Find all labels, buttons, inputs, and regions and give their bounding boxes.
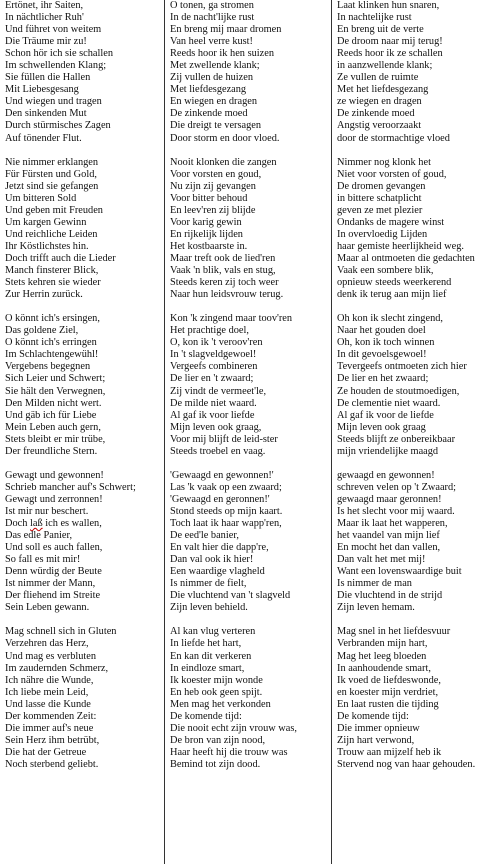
verse-line: Mit Liebesgesang: [5, 84, 79, 96]
verse-line: Um bitteren Sold: [5, 192, 77, 204]
verse-line: Die vluchtend van 't slagveld: [170, 590, 291, 602]
verse-line: Gewagt und gewonnen!: [5, 469, 104, 481]
verse-line: De komende tijd:: [337, 710, 409, 722]
verse-line: Reeds hoor ik ze schallen: [337, 48, 443, 60]
verse-line: Mag snel in het liefdesvuur: [337, 626, 451, 638]
verse-line: Is nimmer de man: [337, 578, 412, 590]
verse-line: Mag schnell sich in Gluten: [5, 626, 117, 638]
verse-line: Denn würdig der Beute: [5, 566, 102, 578]
verse-line: Voor mij blijft de leid-ster: [170, 433, 278, 445]
verse-line: De milde niet waard.: [170, 397, 257, 409]
stanza: [5, 626, 164, 771]
verse-line: Zijn hart verwond,: [337, 734, 415, 746]
stanza: [337, 157, 500, 302]
verse-line: ze wiegen en dragen: [337, 96, 422, 108]
verse-line: Jetzt sind sie gefangen: [5, 180, 99, 192]
verse-line: het vaandel van mijn lief: [337, 530, 440, 542]
verse-line: De droom naar mij terug!: [337, 36, 443, 48]
verse-line: Durch stürmisches Zagen: [5, 120, 111, 132]
verse-line: Oh, kon ik toch winnen: [337, 337, 435, 349]
verse-line: Nimmer nog klonk het: [337, 156, 431, 168]
verse-line: Noch sterbend geliebt.: [5, 758, 99, 770]
stanza: [337, 470, 500, 615]
stanza: [170, 626, 331, 771]
verse-line: Die immer opnieuw: [337, 722, 420, 734]
verse-line: Den Milden nicht wert.: [5, 397, 102, 409]
verse-line: Het kostbaarste in.: [170, 240, 248, 252]
verse-line: O könnt ich's ersingen,: [5, 313, 100, 325]
verse-line: 'Gewaagd en gewonnen!': [170, 469, 274, 481]
verse-line: In 't slagveldgewoel!: [170, 349, 257, 361]
verse-line: Um kargen Gewinn: [5, 216, 87, 228]
verse-line: Und wiegen und tragen: [5, 96, 102, 108]
verse-line: En kan dit verkeren: [170, 650, 252, 662]
verse-line: Maar treft ook de lied'ren: [170, 252, 276, 264]
verse-line: opnieuw steeds weerkerend: [337, 277, 452, 289]
dutch-translation-1-column: [164, 0, 331, 864]
verse-line: Verzehren das Herz,: [5, 638, 89, 650]
verse-line: Sein Leben gewann.: [5, 602, 90, 614]
verse-line: In eindloze smart,: [170, 662, 245, 674]
verse-line: Und führet von weitem: [5, 24, 102, 36]
verse-line: Dan val ook ik hier!: [170, 554, 254, 566]
verse-line: Van heel verre kust!: [170, 36, 254, 48]
verse-line: Reeds hoor ik hen suizen: [170, 48, 274, 60]
verse-line: Men mag het verkonden: [170, 698, 271, 710]
verse-line: Ihr Köstlichstes hin.: [5, 240, 89, 252]
verse-line: Oh kon ik slecht zingend,: [337, 313, 444, 325]
verse-line: Die dreigt te versagen: [170, 120, 262, 132]
verse-line: De lier en het zwaard;: [337, 373, 429, 385]
verse-line: Verbranden mijn hart,: [337, 638, 428, 650]
verse-line: door de stormachtige vloed: [337, 132, 450, 144]
verse-line: in bittere schatplicht: [337, 192, 422, 204]
verse-line: Ik koester mijn wonde: [170, 674, 263, 686]
verse-line: Sie füllen die Hallen: [5, 72, 91, 84]
verse-line: Toch laat ik haar wapp'ren,: [170, 518, 282, 530]
verse-line: in aanzwellende klank;: [337, 60, 433, 72]
stanza: [170, 157, 331, 302]
verse-line: Schrieb mancher auf's Schwert;: [5, 481, 136, 493]
verse-line: Nooit klonken die zangen: [170, 156, 277, 168]
verse-line: Naar het gouden doel: [337, 325, 426, 337]
verse-line: Steeds troebel en vaag.: [170, 445, 266, 457]
verse-line: Sie hält den Verwegnen,: [5, 385, 106, 397]
verse-line: Der kommenden Zeit:: [5, 710, 97, 722]
verse-line: Für Fürsten und Gold,: [5, 168, 97, 180]
verse-line: Ich nähre die Wunde,: [5, 674, 94, 686]
verse-line: Manch finsterer Blick,: [5, 265, 99, 277]
verse-line: Die hat der Getreue: [5, 746, 87, 758]
verse-line: Und reichliche Leiden: [5, 228, 98, 240]
verse-line: O könnt ich's erringen: [5, 337, 97, 349]
verse-line: Is nimmer de fielt,: [170, 578, 247, 590]
verse-line: In liefde het hart,: [170, 638, 242, 650]
verse-line: Door storm en door vloed.: [170, 132, 280, 144]
verse-line: Zijn leven behield.: [170, 602, 248, 614]
verse-line: En rijkelijk lijden: [170, 228, 243, 240]
verse-line: Een waardige vlagheld: [170, 566, 265, 578]
verse-line: Die nooit echt zijn vrouw was,: [170, 722, 297, 734]
verse-line: Das goldene Ziel,: [5, 325, 79, 337]
verse-line: mijn vriendelijke maagd: [337, 445, 439, 457]
verse-line: Den sinkenden Mut: [5, 108, 87, 120]
verse-line: Is het slecht voor mij waard.: [337, 505, 455, 517]
verse-line: In aanhoudende smart,: [337, 662, 431, 674]
verse-line: Niet voor vorsten of goud,: [337, 168, 447, 180]
verse-line: Und geben mit Freuden: [5, 204, 103, 216]
verse-line: Ze vullen de ruimte: [337, 72, 419, 84]
verse-line: Ze houden de stoutmoedigen,: [337, 385, 460, 397]
verse-line: Trouw aan mijzelf heb ik: [337, 746, 442, 758]
verse-line: Das edle Panier,: [5, 530, 73, 542]
verse-line: So fall es mit mir!: [5, 554, 81, 566]
verse-line: 'Gewaagd en geronnen!': [170, 493, 270, 505]
verse-line: Bemind tot zijn dood.: [170, 758, 261, 770]
verse-line: Kon 'k zingend maar toov'ren: [170, 313, 293, 325]
verse-line: Der freundliche Stern.: [5, 445, 98, 457]
verse-line: Vergeefs combineren: [170, 361, 258, 373]
verse-line: En valt hier die dapp're,: [170, 542, 269, 554]
verse-line: En heb ook geen spijt.: [170, 686, 263, 698]
verse-line: Voor karig gewin: [170, 216, 242, 228]
verse-line: Und gäb ich für Liebe: [5, 409, 97, 421]
verse-line: haar gemiste heerlijkheid weg.: [337, 240, 464, 252]
verse-line: Want een lovenswaardige buit: [337, 566, 462, 578]
verse-line: Die Träume mir zu!: [5, 36, 87, 48]
verse-line: Doch trifft auch die Lieder: [5, 252, 116, 264]
verse-line: Im zaudernden Schmerz,: [5, 662, 109, 674]
verse-line: Zur Herrin zurück.: [5, 289, 83, 301]
verse-line: Met liefdesgezang: [170, 84, 247, 96]
verse-line: geven ze met plezier: [337, 204, 423, 216]
verse-line: Zij vindt de vermeet'le,: [170, 385, 267, 397]
stanza: [170, 313, 331, 458]
stanza: [5, 470, 164, 615]
verse-line: De lier en 't zwaard;: [170, 373, 254, 385]
verse-line: In nächtlicher Ruh': [5, 12, 84, 24]
verse-line: Die immer auf's neue: [5, 722, 94, 734]
verse-line: Stervend nog van haar gehouden.: [337, 758, 476, 770]
dutch-translation-2-column: [331, 0, 500, 864]
verse-line: In dit gevoelsgewoel!: [337, 349, 427, 361]
stanza: [170, 0, 331, 145]
verse-line: En mocht het dan vallen,: [337, 542, 441, 554]
verse-line: In de nacht'lijke rust: [170, 12, 255, 24]
verse-line: Angstig veroorzaakt: [337, 120, 422, 132]
verse-line: Sein Herz ihm betrübt,: [5, 734, 100, 746]
verse-line: In nachtelijke rust: [337, 12, 412, 24]
verse-line: Al gaf ik voor liefde: [170, 409, 255, 421]
verse-line: Nu zijn zij gevangen: [170, 180, 256, 192]
verse-line: Met het liefdesgezang: [337, 84, 429, 96]
verse-line: Nie nimmer erklangen: [5, 156, 99, 168]
verse-line: Ist mir nur beschert.: [5, 505, 89, 517]
verse-line: De zinkende moed: [170, 108, 248, 120]
verse-line: Maar al ontmoeten die gedachten: [337, 252, 475, 264]
stanza: [337, 0, 500, 145]
verse-line: Naar hun leidsvrouw terug.: [170, 289, 284, 301]
verse-line: O, kon ik 't veroov'ren: [170, 337, 263, 349]
verse-line: Ich liebe mein Leid,: [5, 686, 89, 698]
verse-line: Voor bitter behoud: [170, 192, 248, 204]
verse-line: Ik voed de liefdeswonde,: [337, 674, 441, 686]
verse-line: De dromen gevangen: [337, 180, 426, 192]
verse-line: Voor vorsten en goud,: [170, 168, 262, 180]
verse-line: Haar heeft hij die trouw was: [170, 746, 288, 758]
verse-line: Der fliehend im Streite: [5, 590, 101, 602]
verse-line: Las 'k vaak op een zwaard;: [170, 481, 282, 493]
verse-line: Mag het leeg bloeden: [337, 650, 427, 662]
verse-line: Maar ik laat het wapperen,: [337, 518, 448, 530]
verse-line: Steeds blijft ze onbereikbaar: [337, 433, 456, 445]
verse-line: En wiegen en dragen: [170, 96, 258, 108]
stanza: [5, 157, 164, 302]
verse-line: schreven velen op 't Zwaard;: [337, 481, 457, 493]
verse-line: Im Schlachtengewühl!: [5, 349, 99, 361]
verse-line: Mein Leben auch gern,: [5, 421, 101, 433]
verse-line: Vaak een sombere blik,: [337, 265, 434, 277]
verse-line: Zijn leven hemam.: [337, 602, 415, 614]
verse-line: Stets bleibt er mir trübe,: [5, 433, 106, 445]
verse-line: En leev'ren zij blijde: [170, 204, 256, 216]
verse-line: En breng uit de verte: [337, 24, 424, 36]
verse-line: De zinkende moed: [337, 108, 415, 120]
verse-line: Und lasse die Kunde: [5, 698, 91, 710]
verse-line: O tonen, ga stromen: [170, 0, 254, 11]
verse-line: Steeds keren zij toch weer: [170, 277, 279, 289]
verse-line: Zij vullen de huizen: [170, 72, 254, 84]
verse-line: Met zwellende klank;: [170, 60, 260, 72]
verse-line: Het prachtige doel,: [170, 325, 249, 337]
verse-line: Vaak 'n blik, vals en stug,: [170, 265, 276, 277]
verse-line: Die vluchtend in de strijd: [337, 590, 443, 602]
verse-line: En laat rusten die tijding: [337, 698, 439, 710]
verse-line: Laat klinken hun snaren,: [337, 0, 440, 11]
stanza: [337, 626, 500, 771]
stanza: [5, 313, 164, 458]
verse-line: denk ik terug aan mijn lief: [337, 289, 447, 301]
verse-line: en koester mijn verdriet,: [337, 686, 439, 698]
verse-line: Im schwellenden Klang;: [5, 60, 107, 72]
verse-line: In overvloedig Lijden: [337, 228, 428, 240]
verse-line: Mijn leven ook graag,: [170, 421, 262, 433]
verse-line: Sich Leier und Schwert;: [5, 373, 106, 385]
verse-line: Schon hör ich sie schallen: [5, 48, 114, 60]
verse-line: Und mag es verbluten: [5, 650, 97, 662]
stanza: [5, 0, 164, 145]
stanza: [337, 313, 500, 458]
verse-line: Stets kehren sie wieder: [5, 277, 101, 289]
verse-line: Dan valt het met mij!: [337, 554, 426, 566]
verse-line: Ist nimmer der Mann,: [5, 578, 96, 590]
verse-line: En breng mij maar dromen: [170, 24, 282, 36]
verse-line: Mijn leven ook graag: [337, 421, 426, 433]
stanza: [170, 470, 331, 615]
verse-line: Ertönet, ihr Saiten,: [5, 0, 84, 11]
verse-line: De komende tijd:: [170, 710, 242, 722]
verse-line: gewaagd en gewonnen!: [337, 469, 435, 481]
verse-line: De clementie niet waard.: [337, 397, 441, 409]
verse-line: Vergebens begegnen: [5, 361, 91, 373]
verse-line: De eed'le banier,: [170, 530, 239, 542]
verse-line: Doch laß ich es wallen,: [5, 518, 102, 530]
german-column: [0, 0, 164, 864]
verse-line: Al gaf ik voor de liefde: [337, 409, 434, 421]
verse-line: De bron van zijn nood,: [170, 734, 266, 746]
verse-line: Tevergeefs ontmoeten zich hier: [337, 361, 467, 373]
verse-line: Gewagt und zerronnen!: [5, 493, 103, 505]
verse-line: Stond steeds op mijn kaart.: [170, 505, 283, 517]
verse-line: Und soll es auch fallen,: [5, 542, 103, 554]
verse-line: Auf tönender Flut.: [5, 132, 82, 144]
verse-line: Ondanks de magere winst: [337, 216, 445, 228]
spellcheck-mark: laß: [30, 518, 43, 530]
verse-line: Al kan vlug verteren: [170, 626, 256, 638]
verse-line: gewaagd maar geronnen!: [337, 493, 442, 505]
